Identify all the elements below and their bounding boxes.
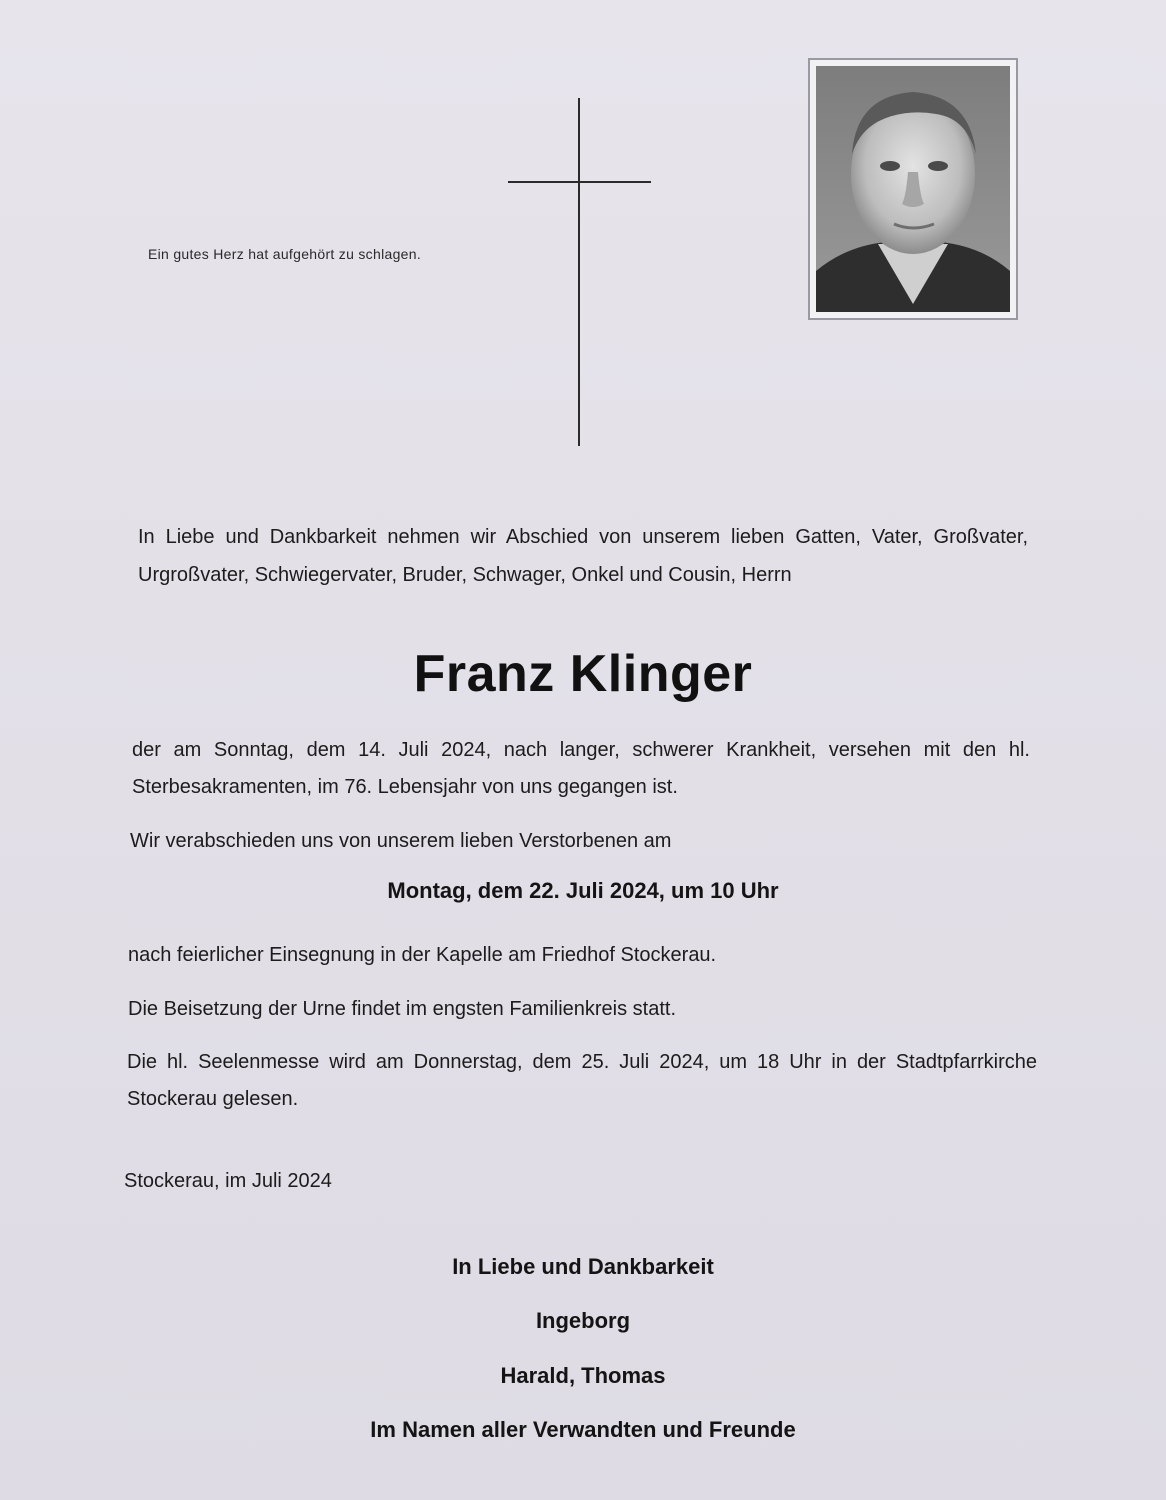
ceremony-date: Montag, dem 22. Juli 2024, um 10 Uhr xyxy=(387,878,779,903)
deceased-name: Franz Klinger xyxy=(413,645,753,703)
signature-line-3: Harald, Thomas xyxy=(500,1363,666,1388)
signature-line-2: Ingeborg xyxy=(535,1308,631,1333)
signature-line-1: In Liebe und Dankbarkeit xyxy=(452,1254,714,1279)
mass-paragraph: Die hl. Seelenmesse wird am Donnerstag, dem 25. Juli 2024, um 18 Uhr in der Stadtpfarrkirche Stockerau gelesen. xyxy=(127,1051,1037,1110)
farewell-paragraph: Wir verabschieden uns von unserem lieben Verstorbenen am xyxy=(130,830,672,852)
urn-paragraph: Die Beisetzung der Urne findet im engsten Familienkreis statt. xyxy=(128,998,677,1020)
motto-text: Ein gutes Herz hat aufgehört zu schlagen. xyxy=(148,246,422,262)
cross-horizontal-bar xyxy=(508,181,651,183)
death-paragraph: der am Sonntag, dem 14. Juli 2024, nach langer, schwerer Krankheit, versehen mit den hl. Sterbesakramenten, im 76. Lebensjahr von uns gegangen ist. xyxy=(132,739,1030,798)
signature-line-4: Im Namen aller Verwandten und Freunde xyxy=(370,1417,796,1442)
portrait-photo xyxy=(808,58,1018,320)
portrait-illustration xyxy=(816,66,1010,312)
cross-vertical-bar xyxy=(578,98,580,446)
intro-paragraph: In Liebe und Dankbarkeit nehmen wir Abschied von unserem lieben Gatten, Vater, Großvater, Urgroßvater, Schwiegervater, Bruder, Schwager, Onkel und Cousin, Herrn xyxy=(138,526,1028,586)
consecration-paragraph: nach feierlicher Einsegnung in der Kapelle am Friedhof Stockerau. xyxy=(128,944,717,966)
place-and-date: Stockerau, im Juli 2024 xyxy=(124,1170,332,1192)
